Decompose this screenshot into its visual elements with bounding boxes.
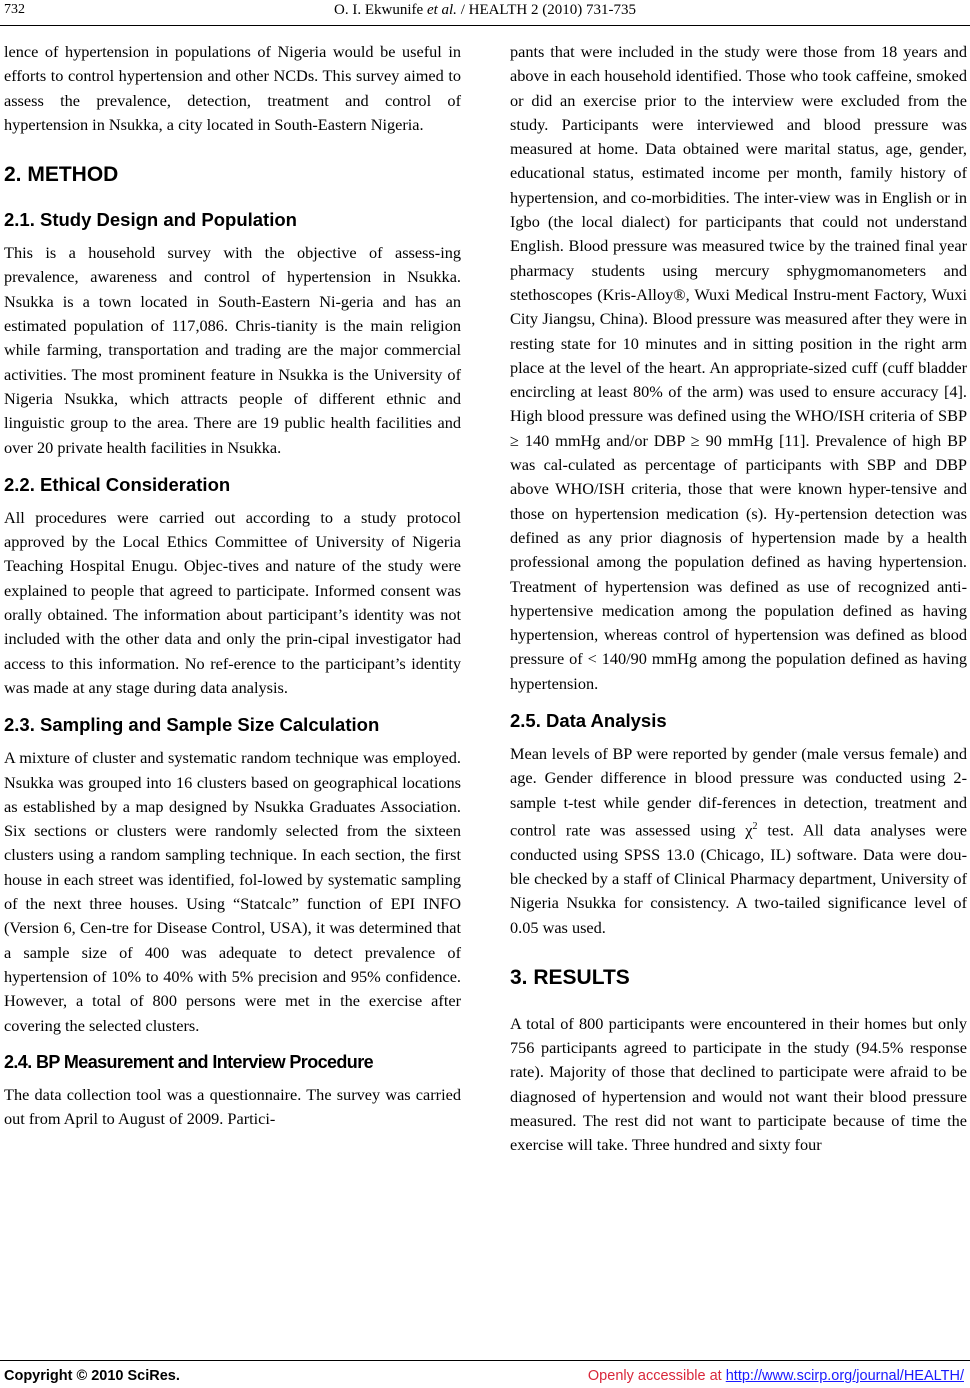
page-header <box>0 0 970 30</box>
running-head-authors: O. I. Ekwunife <box>334 2 424 18</box>
study-design-heading: 2.1. Study Design and Population <box>4 209 297 231</box>
results-heading: 3. RESULTS <box>510 965 630 989</box>
intro-paragraph: lence of hypertension in populations of Nigeria would be useful in efforts to control hypertension and other NCDs. This survey aimed to assess the prevalence, detection, treatment and control of hypertension in Nsukka, a city located in South-Eastern Nigeria. <box>4 42 461 134</box>
running-head-journal: / HEALTH 2 (2010) 731-735 <box>460 2 636 18</box>
data-analysis-text-b: test. All data analyses were conducted using SPSS 13.0 (Chicago, IL) software. Data were dou-ble checked by a staff of Clinical Pharmacy department, University of Nigeria Nsukka for consistency. A two-tailed significance level of 0.05 was used. <box>510 820 968 937</box>
running-head <box>0 2 970 19</box>
ethical-heading: 2.2. Ethical Consideration <box>4 473 231 495</box>
left-column <box>4 40 461 1131</box>
data-analysis-paragraph <box>510 742 967 940</box>
right-column <box>510 40 967 1158</box>
footer-rule <box>0 1360 970 1361</box>
header-rule <box>0 25 970 26</box>
chi-square-superscript: 2 <box>752 820 758 832</box>
sampling-heading: 2.3. Sampling and Sample Size Calculation <box>4 714 380 736</box>
running-head-et-al: et al. <box>426 2 457 18</box>
open-access-notice <box>588 1368 964 1384</box>
open-access-text: Openly accessible at <box>587 1368 726 1384</box>
method-heading: 2. METHOD <box>4 163 119 187</box>
sampling-paragraph: A mixture of cluster and systematic random technique was employed. Nsukka was grouped into 16 clusters based on geographical locations as established by a map designed by Nsukka Graduates Association. Six sections or clusters were randomly selected from the sixteen clusters using a random sampling technique. In each section, the first house in each street was identified, fol-lowed by systematic sampling of the next three houses. Using “Statcalc” function of EPI INFO (Version 6, Cen-tre for Disease Control, USA), it was determined that a sample size of 400 was adequate to detect prevalence of hypertension of 10% to 40% with 5% precision and 95% confidence. However, a total of 800 persons were met in the exercise after covering the selected clusters. <box>4 748 461 1035</box>
data-analysis-heading: 2.5. Data Analysis <box>510 710 667 732</box>
ethical-paragraph: All procedures were carried out according to a study protocol approved by the Local Ethics Committee of University of Nigeria Teaching Hospital Enugu. Objec-tives and nature of the study were explained to people that agreed to participate. Informed consent was orally obtained. The information about participant’s identity was not included with the other data and only the prin-cipal investigator had access to this information. No ref-erence to the participant’s identity was made at any stage during data analysis. <box>4 507 461 697</box>
page-footer <box>0 1360 970 1388</box>
page-number: 732 <box>4 2 25 17</box>
bp-measurement-continued: pants that were included in the study were those from 18 years and above in each household identified. Those who took caffeine, smoked or did an exercise prior to the interview were excluded from the study. Participants were interviewed and blood pressure was measured at home. Data obtained were marital status, age, gender, educational status, estimated income per month, family history of hypertension, and co-morbidities. The inter-view was in English or in Igbo (the local dialect) for participants that could not understand English. Blood pressure was measured twice by the trained final year pharmacy students using mercury sphygmomanometers and stethoscopes (Kris-Alloy®, Wuxi Medical Instru-ment Factory, Wuxi City Jiangsu, China). Blood pressure was measured after they were in resting state for 10 minutes and in sitting position in the right arm place at the level of the heart. An appropriate-sized cuff (cuff bladder encircling at least 80% of the arm) was used to ensure accuracy [4]. High blood pressure was defined using the WHO/ISH criteria of SBP ≥ 140 mmHg and/or DBP ≥ 90 mmHg [11]. Prevalence of high BP was cal-culated as percentage of participants with SBP and DBP above WHO/ISH criteria, those that were known hyper-tensive and those on hypertension medication (s). Hy-pertension detection was defined as any prior diagnosis of hypertension made by a health professional among the population defined as having hypertension. Treatment of hypertension was defined as use of recognized anti-hypertensive medication among the population defined as having hypertension, whereas control of hypertension was defined as blood pressure of < 140/90 mmHg among the population defined as having hypertension. <box>510 42 967 693</box>
copyright-notice: Copyright © 2010 SciRes. <box>4 1368 180 1384</box>
data-analysis-text-a: Mean levels of BP were reported by gender (male versus female) and age. Gender difference in blood pressure was conducted using 2-sample t-test while gender dif-ferences in detection, treatment and control rate was assessed using χ <box>510 744 967 840</box>
study-design-paragraph: This is a household survey with the objective of assess-ing prevalence, awareness and control of hypertension in Nsukka. Nsukka is a town located in South-Eastern Ni-geria and has an estimated population of 117,086. Chris-tianity is the main religion while farming, transportation and trading are the major commercial activities. The most prominent feature in Nsukka is the University of Nigeria Nsukka, which attracts people of different ethnic and linguistic group to the area. There are 19 public health facilities and over 20 private health facilities in Nsukka. <box>4 243 461 457</box>
journal-link[interactable]: http://www.scirp.org/journal/HEALTH/ <box>725 1368 964 1384</box>
bp-measurement-paragraph: The data collection tool was a questionnaire. The survey was carried out from April to August of 2009. Partici- <box>4 1084 461 1129</box>
bp-measurement-heading: 2.4. BP Measurement and Interview Procedure <box>4 1051 374 1072</box>
results-paragraph: A total of 800 participants were encountered in their homes but only 756 participants agreed to participate in the study (94.5% response rate). Majority of those that declined to participate were afraid to be diagnosed of hypertension and would not want their blood pressure measured. The rest did not want to participate because of time the exercise will take. Three hundred and sixty four <box>510 1013 967 1155</box>
